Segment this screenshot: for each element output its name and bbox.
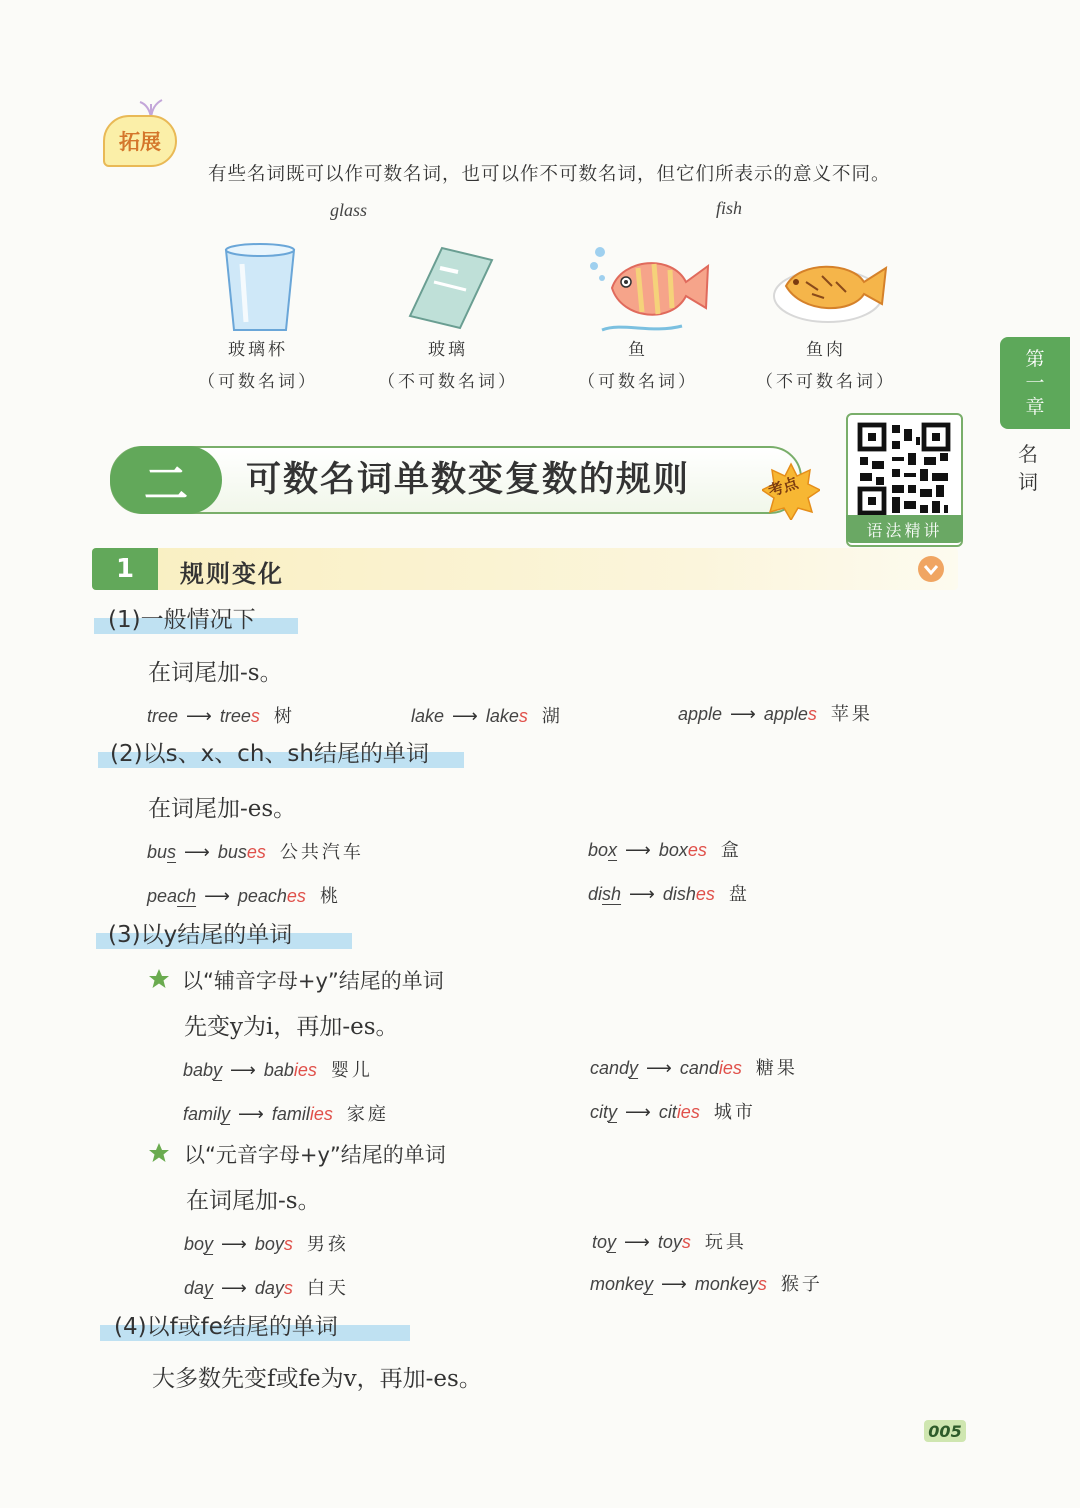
rule-title: 规则变化 <box>180 560 284 588</box>
subcase-consonant-y-label: 以“辅音字母+y”结尾的单词 <box>182 969 444 993</box>
qr-code-icon <box>856 421 952 517</box>
example-family: family ⟶ families 家庭 <box>183 1104 389 1125</box>
chapter-char: 章 <box>1025 396 1045 418</box>
chapter-char: 一 <box>1025 372 1045 394</box>
page-number: 005 <box>924 1420 966 1442</box>
case-2-instruction: 在词尾加-es。 <box>148 796 297 822</box>
example-peach: peach ⟶ peaches 桃 <box>147 886 341 907</box>
example-monkey: monkey ⟶ monkeys 猴子 <box>590 1274 823 1295</box>
example-city: city ⟶ cities 城市 <box>590 1102 756 1123</box>
group-word-glass: glass <box>330 200 368 220</box>
chapter-tab[interactable] <box>1000 337 1070 429</box>
caption-name: 鱼肉 <box>806 340 846 360</box>
example-dish: dish ⟶ dishes 盘 <box>588 884 750 905</box>
case-4-heading: (4)以f或fe结尾的单词 <box>114 1314 338 1340</box>
fish-illustration <box>582 238 722 338</box>
case-1-instruction: 在词尾加-s。 <box>148 660 283 686</box>
case-2-heading: (2)以s、x、ch、sh结尾的单词 <box>110 741 429 767</box>
example-day: day ⟶ days 白天 <box>184 1278 349 1299</box>
example-lake: lake ⟶ lakes 湖 <box>411 706 563 727</box>
topic-char: 名 <box>1018 442 1038 466</box>
qr-label: 语法精讲 <box>846 515 963 543</box>
caption-type: （可数名词） <box>198 372 318 392</box>
caption-glass-cup <box>168 334 348 398</box>
example-toy: toy ⟶ toys 玩具 <box>592 1232 747 1253</box>
extension-intro: 有些名词既可以作可数名词，也可以作不可数名词，但它们所表示的意义不同。 <box>208 164 891 185</box>
caption-type: （可数名词） <box>578 372 698 392</box>
star-bullet-icon <box>148 1142 170 1164</box>
subcase-vowel-y-instruction: 在词尾加-s。 <box>186 1188 321 1214</box>
caption-name: 玻璃 <box>428 340 468 360</box>
case-4-instruction: 大多数先变f或fe为v，再加-es。 <box>152 1366 482 1392</box>
example-candy: candy ⟶ candies 糖果 <box>590 1058 798 1079</box>
chapter-topic <box>1016 440 1040 496</box>
caption-name: 鱼 <box>628 340 648 360</box>
example-boy: boy ⟶ boys 男孩 <box>184 1234 349 1255</box>
glass-cup-illustration <box>190 238 330 338</box>
subcase-consonant-y-instruction: 先变y为i，再加-es。 <box>184 1014 399 1040</box>
example-tree: tree ⟶ trees 树 <box>147 706 295 727</box>
group-word-fish: fish <box>716 198 743 218</box>
example-baby: baby ⟶ babies 婴儿 <box>183 1060 373 1081</box>
key-point-badge: 考点 <box>766 473 801 501</box>
case-1-heading: (1)一般情况下 <box>108 607 256 633</box>
extension-badge: 拓展 <box>103 115 177 167</box>
subcase-vowel-y-label: 以“元音字母+y”结尾的单词 <box>184 1143 446 1167</box>
topic-char: 词 <box>1018 470 1038 494</box>
fish-meat-illustration <box>766 238 906 338</box>
example-box: box ⟶ boxes 盒 <box>588 840 742 861</box>
star-bullet-icon <box>148 968 170 990</box>
chapter-char: 第 <box>1025 348 1045 370</box>
caption-name: 玻璃杯 <box>228 340 288 360</box>
section-title: 可数名词单数变复数的规则 <box>246 459 691 500</box>
rule-number: 1 <box>92 548 158 590</box>
section-number: 二 <box>110 446 222 514</box>
example-apple: apple ⟶ apples 苹果 <box>678 704 873 725</box>
caption-type: （不可数名词） <box>378 372 518 392</box>
example-bus: bus ⟶ buses 公共汽车 <box>147 842 364 863</box>
caption-fish <box>548 334 728 398</box>
caption-glass <box>358 334 538 398</box>
caption-fish-meat <box>736 334 916 398</box>
caption-type: （不可数名词） <box>756 372 896 392</box>
collapse-icon[interactable] <box>918 556 944 582</box>
glass-pane-illustration <box>380 238 520 338</box>
case-3-heading: (3)以y结尾的单词 <box>108 922 293 948</box>
